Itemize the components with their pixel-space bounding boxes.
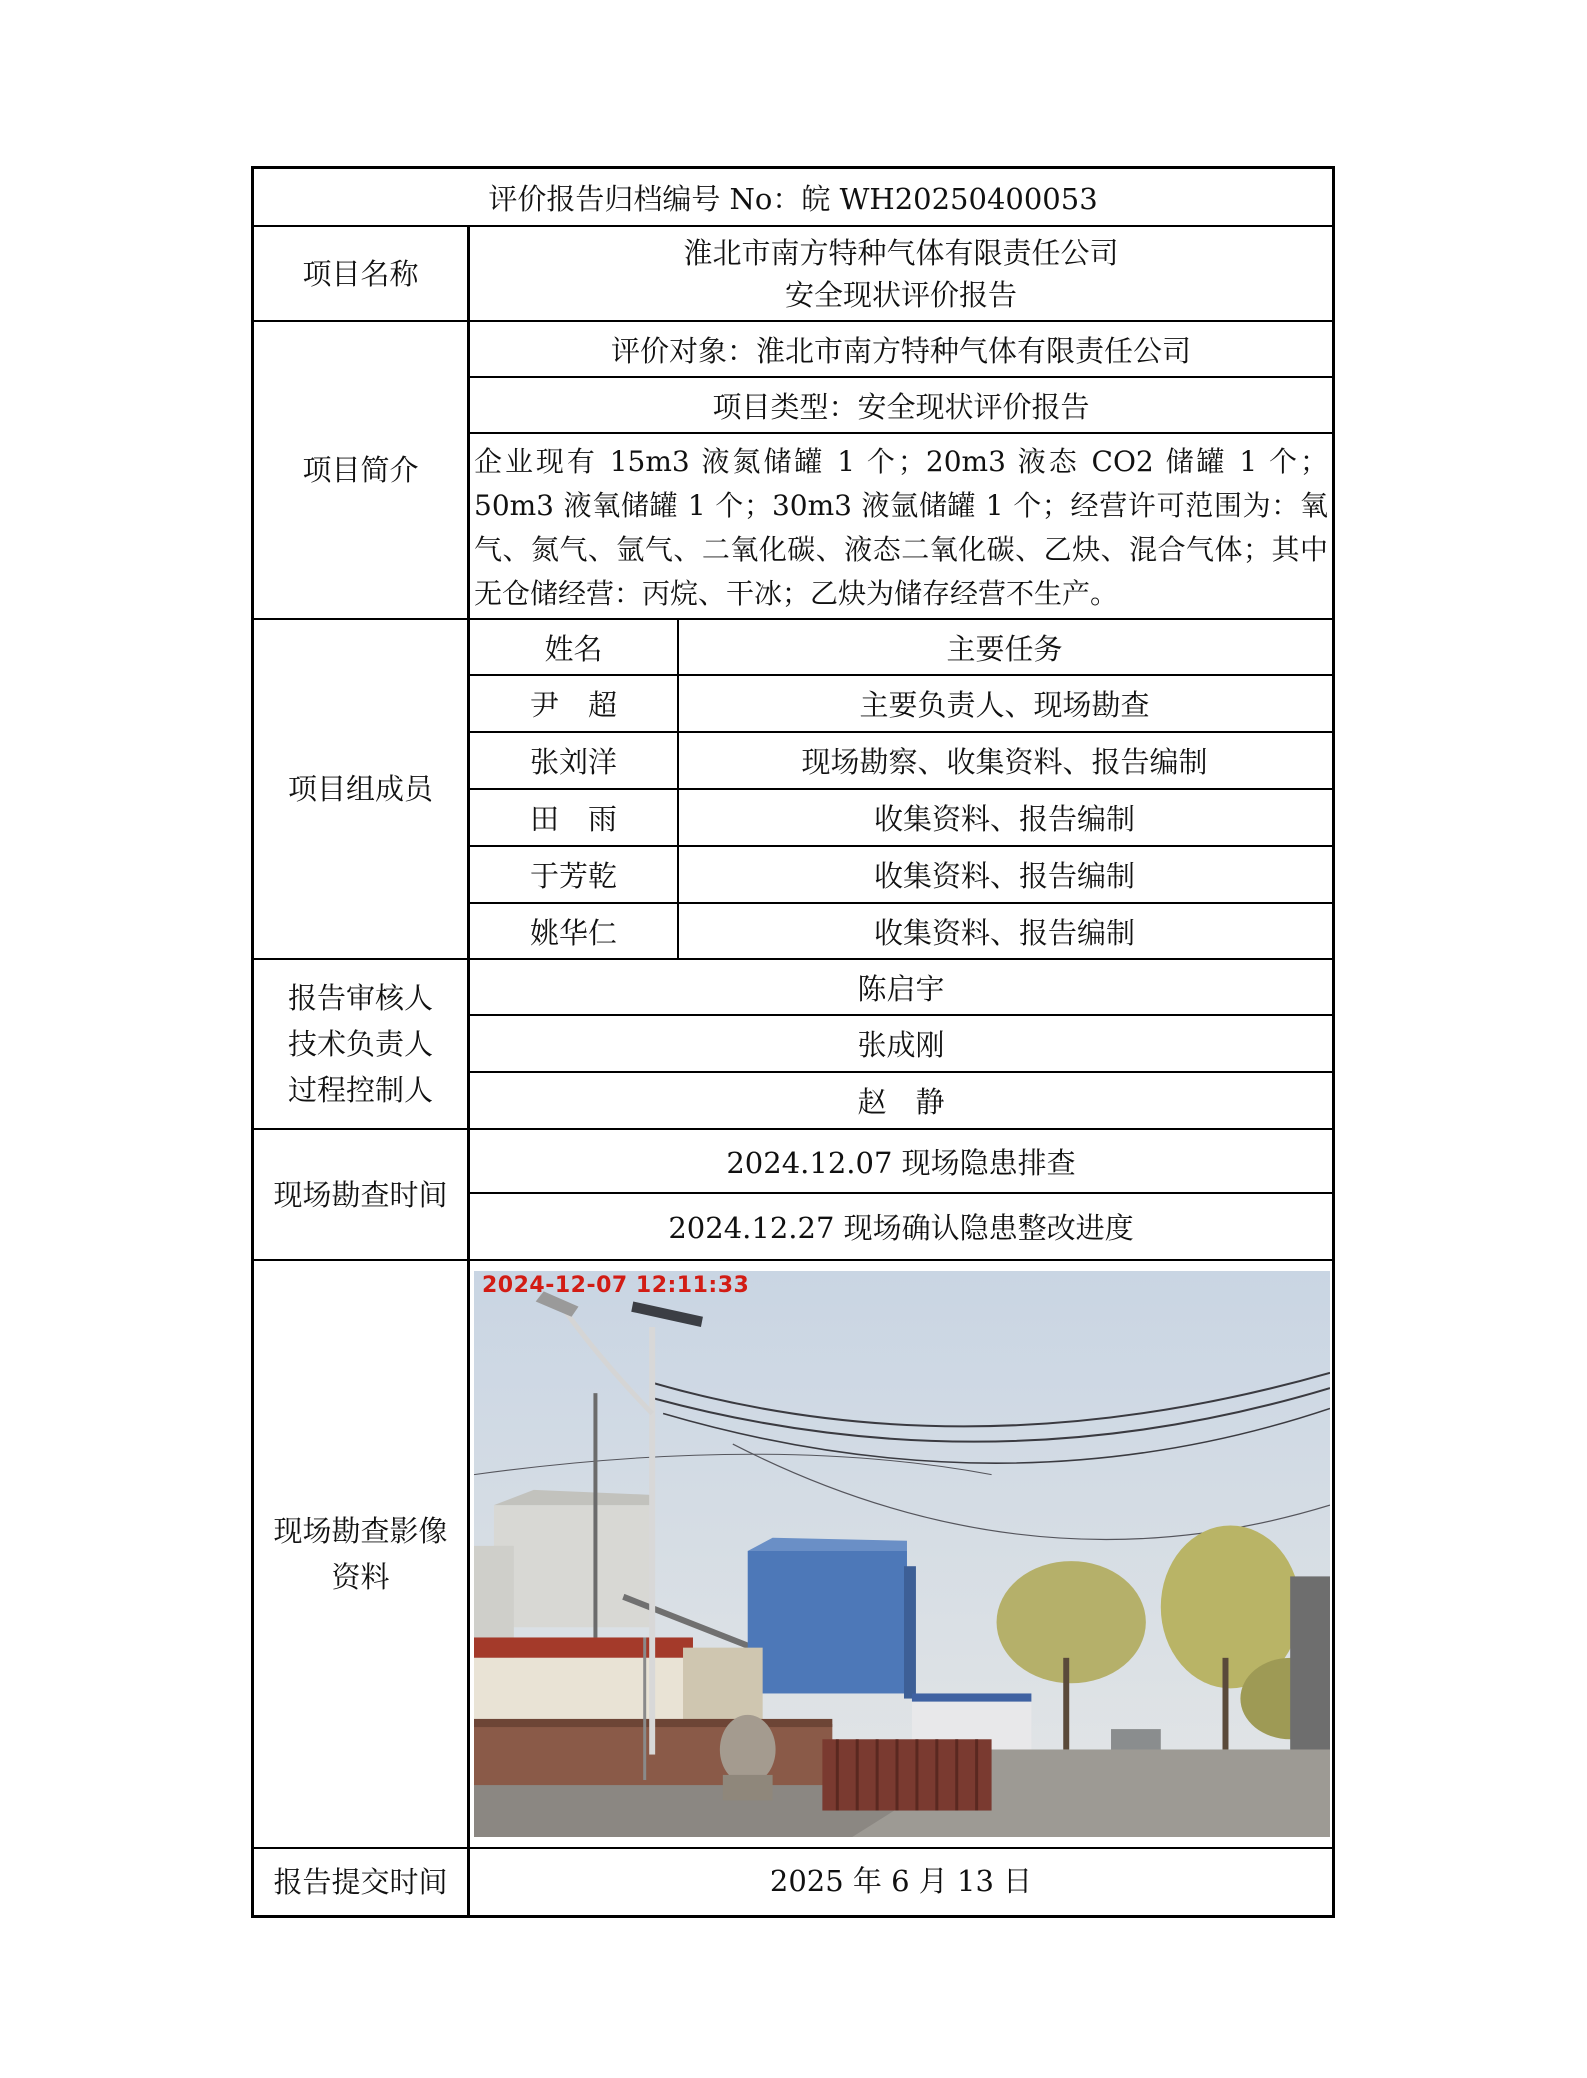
header-name: 姓名 xyxy=(470,620,679,674)
archive-row xyxy=(254,169,1332,227)
project-name-line1: 淮北市南方特种气体有限责任公司 xyxy=(683,235,1119,270)
survey-images-label-line2: 资料 xyxy=(331,1560,390,1594)
member-row xyxy=(470,847,1332,904)
members-header xyxy=(470,620,1332,676)
member-task: 收集资料、报告编制 xyxy=(873,915,1135,950)
member-name: 田 雨 xyxy=(470,790,679,845)
process-controller-name: 赵 静 xyxy=(857,1085,945,1119)
member-name: 尹 超 xyxy=(470,676,679,731)
tech-lead-role-label: 技术负责人 xyxy=(287,1027,433,1061)
project-name-row xyxy=(254,227,1332,322)
member-task: 收集资料、报告编制 xyxy=(873,859,1135,893)
survey-images-row xyxy=(254,1261,1332,1849)
photo-timestamp: 2024-12-07 12:11:33 xyxy=(482,1273,750,1298)
member-row xyxy=(470,790,1332,847)
reviewer-name: 陈启宇 xyxy=(470,960,1332,1016)
member-task: 现场勘察、收集资料、报告编制 xyxy=(801,745,1208,779)
reviewers-label xyxy=(254,960,470,1128)
project-type: 项目类型：安全现状评价报告 xyxy=(470,378,1332,434)
archive-number: 评价报告归档编号 No：皖 WH20250400053 xyxy=(488,181,1098,216)
header-task: 主要任务 xyxy=(946,631,1063,666)
report-form-table xyxy=(251,166,1335,1918)
members-row xyxy=(254,620,1332,960)
survey-time-label: 现场勘查时间 xyxy=(254,1130,470,1259)
member-task: 收集资料、报告编制 xyxy=(873,802,1135,836)
member-row xyxy=(470,904,1332,958)
member-task: 主要负责人、现场勘查 xyxy=(859,688,1150,722)
survey-time-row xyxy=(254,1130,1332,1261)
project-name-line2: 安全现状评价报告 xyxy=(784,277,1017,312)
survey-time-entry: 2024.12.07 现场隐患排查 xyxy=(470,1130,1332,1194)
tech-lead-name: 张成刚 xyxy=(470,1016,1332,1073)
evaluation-object: 评价对象：淮北市南方特种气体有限责任公司 xyxy=(470,322,1332,378)
reviewer-role-label: 报告审核人 xyxy=(287,981,433,1015)
survey-time-entry: 2024.12.27 现场确认隐患整改进度 xyxy=(668,1211,1134,1245)
project-description: 企业现有 15m3 液氮储罐 1 个；20m3 液态 CO2 储罐 1 个；50m3 液氧储罐 1 个；30m3 液氩储罐 1 个；经营许可范围为：氧气、氮气、氩气、二氧化碳、液态二氧化碳、乙炔、混合气体；其中无仓储经营：丙烷、干冰；乙炔为储存经营不生产。 xyxy=(474,445,1328,610)
members-label: 项目组成员 xyxy=(254,620,470,958)
submit-date-row xyxy=(254,1849,1332,1915)
member-row xyxy=(470,676,1332,733)
survey-images-label xyxy=(254,1261,470,1847)
submit-date: 2025 年 6 月 13 日 xyxy=(769,1864,1033,1898)
reviewers-row xyxy=(254,960,1332,1130)
project-name-value xyxy=(470,227,1332,320)
submit-date-label: 报告提交时间 xyxy=(254,1849,470,1915)
site-photo-illustration xyxy=(474,1271,1330,1837)
member-name: 姚华仁 xyxy=(470,904,679,958)
project-intro-row xyxy=(254,322,1332,620)
members-table xyxy=(470,620,1332,958)
member-name: 张刘洋 xyxy=(470,733,679,788)
site-photo xyxy=(474,1271,1330,1837)
process-control-role-label: 过程控制人 xyxy=(287,1073,433,1107)
survey-images-label-line1: 现场勘查影像 xyxy=(273,1514,448,1548)
member-row xyxy=(470,733,1332,790)
project-name-label: 项目名称 xyxy=(254,227,470,320)
member-name: 于芳乾 xyxy=(470,847,679,902)
project-intro-label: 项目简介 xyxy=(254,322,470,618)
